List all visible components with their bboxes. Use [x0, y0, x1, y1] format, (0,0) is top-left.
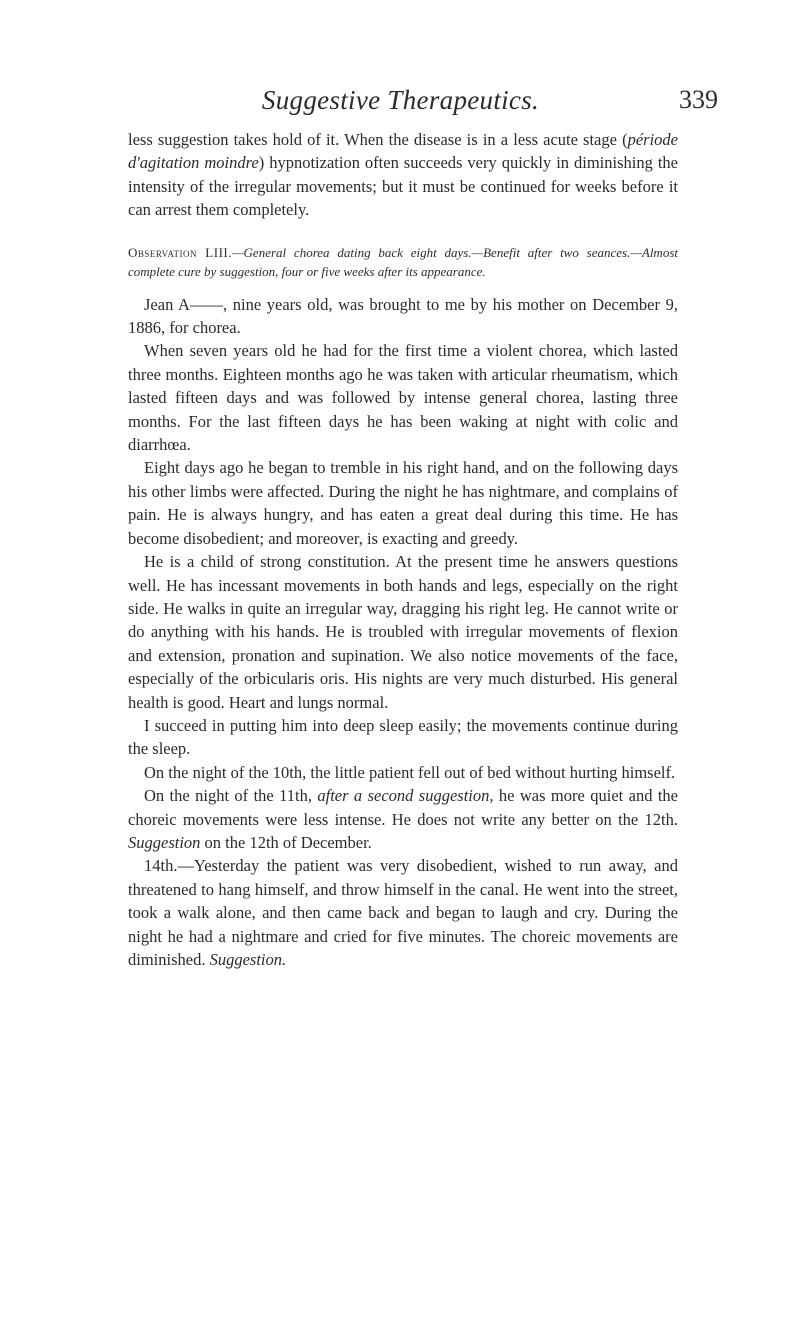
- running-title: Suggestive Therapeutics.: [261, 85, 540, 115]
- paragraph-sleep: I succeed in putting him into deep sleep easily; the movements continue during the sleep.: [128, 715, 678, 759]
- paragraph-onset: Eight days ago he began to tremble in his right hand, and on the following days his other limbs were affected. During the night he has nightmare, and complains of pain. He is always hungry, and has eaten a great deal during this time. He has become disobedient; and moreover, is exacting and greedy.: [128, 458, 678, 548]
- intro-text-2: ) hypnotization often succeeds very quickly in diminishing the intensity of the irregular movements; but it must be continued for weeks before it can arrest them completely.: [128, 153, 678, 220]
- observation-title: —General chorea dating back eight days.—Benefit after two seances.—Almost complete cure by suggestion, four or five weeks after its appearance.: [128, 244, 678, 279]
- p14-italic: Suggestion.: [209, 950, 287, 969]
- paragraph-11th: [128, 784, 678, 854]
- paragraph-examination: He is a child of strong constitution. At the present time he answers questions well. He has incessant movements in both hands and legs, especially on the right side. He walks in quite an irregular way, dragging his right leg. He cannot write or do anything with his hands. He is troubled with irregular movements of flexion and extension, pronation and supination. We also notice movements of the face, especially of the orbicularis oris. His nights are very much disturbed. His general health is good. Heart and lungs normal.: [128, 552, 678, 712]
- p14-text: 14th.—Yesterday the patient was very disobedient, wished to run away, and threatened to hang himself, and throw himself in the canal. He went into the street, took a walk alone, and then came back and began to laugh and cry. During the night he had a nightmare and cried for five minutes. The choreic movements are diminished.: [128, 856, 678, 969]
- observation-label: Observation LIII.: [128, 244, 232, 260]
- paragraph-history: When seven years old he had for the first time a violent chorea, which lasted three months. Eighteen months ago he was taken with articular rheumatism, which lasted fifteen days and was followed by intense general chorea, lasting three months. For the last fifteen days he has been waking at night with colic and diarrhœa.: [128, 341, 678, 455]
- observation-heading: [128, 243, 678, 281]
- paragraph-14th: [128, 854, 678, 971]
- p11-italic-2: Suggestion: [128, 832, 201, 852]
- intro-text-italic: période d'agitation moindre: [128, 130, 678, 173]
- intro-paragraph: [128, 128, 678, 222]
- p11-italic-1: after a second suggestion: [317, 786, 490, 806]
- paragraph-patient: Jean A——, nine years old, was brought to me by his mother on December 9, 1886, for chorea.: [128, 294, 678, 338]
- p11-text-2: , he was more quiet and the choreic movements were less intense. He does not write any better on the 12th.: [128, 786, 679, 829]
- page-number: 339: [679, 85, 718, 114]
- p11-text-1: On the night of the 11th,: [144, 786, 318, 806]
- page-header: [0, 82, 801, 122]
- paragraph-10th: On the night of the 10th, the little patient fell out of bed without hurting himself.: [144, 762, 676, 782]
- p11-text-3: on the 12th of December.: [200, 832, 372, 852]
- body-text: [128, 128, 678, 971]
- intro-text-1: less suggestion takes hold of it. When the disease is in a less acute stage (: [128, 130, 628, 149]
